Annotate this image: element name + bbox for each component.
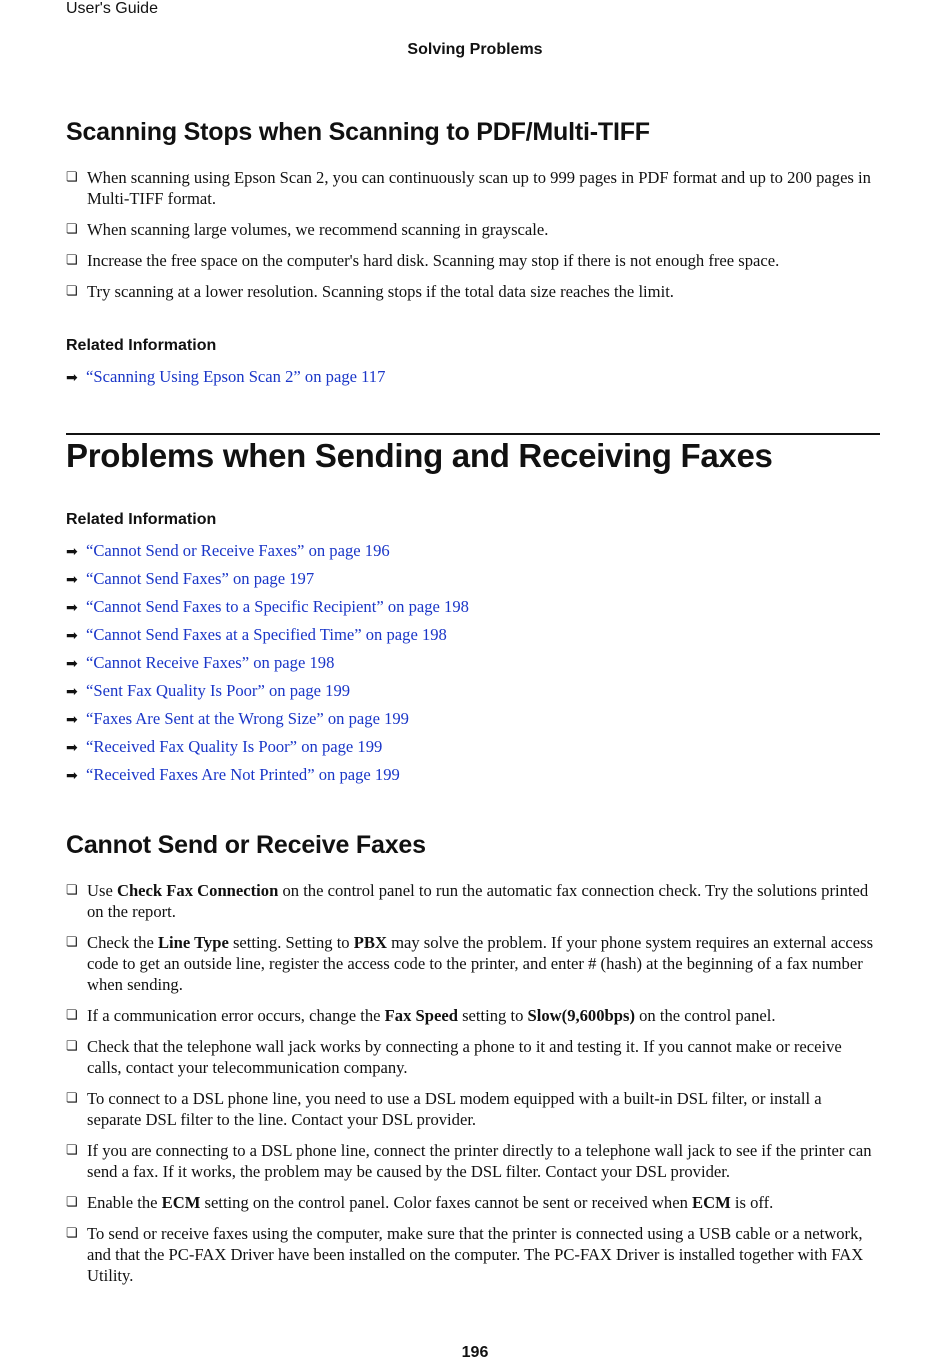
scanning-bullet-list (66, 167, 880, 302)
checkbox-bullet-icon: ❏ (66, 1007, 78, 1022)
related-information-title: Related Information (66, 511, 217, 528)
bullet-item: ❏ To connect to a DSL phone line, you need to use a DSL modem equipped with a built-in DSL filter, or install a separate DSL filter to the line. Contact your DSL provider. (66, 1089, 822, 1129)
arrow-right-icon: ➡ (66, 628, 78, 644)
bullet-item: ❏ When scanning using Epson Scan 2, you can continuously scan up to 999 pages in PDF format and up to 200 pages in Multi-TIFF format. (66, 168, 871, 208)
arrow-right-icon: ➡ (66, 712, 78, 728)
checkbox-bullet-icon: ❏ (66, 1142, 78, 1157)
section-title-scanning: Scanning Stops when Scanning to PDF/Multi-TIFF (66, 118, 650, 146)
link-received-faxes-not-printed[interactable]: “Received Faxes Are Not Printed” on page 199 (86, 765, 400, 784)
related-link-item (66, 541, 469, 569)
related-link-item (66, 367, 385, 395)
page-number: 196 (461, 1344, 489, 1361)
menu-term: Fax Speed (384, 1006, 458, 1025)
section-header: Solving Problems (407, 41, 543, 58)
bullet-item: ❏ Increase the free space on the computer's hard disk. Scanning may stop if there is not enough free space. (66, 251, 780, 270)
bullet-item: ❏ Use Check Fax Connection on the control panel to run the automatic fax connection check. Try the solutions printed on the report. (66, 881, 869, 921)
checkbox-bullet-icon: ❏ (66, 169, 78, 184)
arrow-right-icon: ➡ (66, 600, 78, 616)
bullet-item: ❏ If you are connecting to a DSL phone line, connect the printer directly to a telephone wall jack to see if the printer can send a fax. If it works, the problem may be caused by the DSL filter. Contact your DSL provider. (66, 1141, 872, 1181)
checkbox-bullet-icon: ❏ (66, 1225, 78, 1240)
arrow-right-icon: ➡ (66, 768, 78, 784)
arrow-right-icon: ➡ (66, 740, 78, 756)
bullet-item: ❏ If a communication error occurs, change the Fax Speed setting to Slow(9,600bps) on the control panel. (66, 1006, 776, 1025)
checkbox-bullet-icon: ❏ (66, 1090, 78, 1105)
section-title-cannot-send-receive: Cannot Send or Receive Faxes (66, 831, 426, 859)
checkbox-bullet-icon: ❏ (66, 1194, 78, 1209)
menu-term: PBX (353, 933, 387, 952)
arrow-right-icon: ➡ (66, 544, 78, 560)
guide-label: User's Guide (66, 0, 158, 17)
bullet-item: ❏ To send or receive faxes using the computer, make sure that the printer is connected using a USB cable or a network, and that the PC-FAX Driver have been installed on the computer. The PC-FAX Driver is installed together with FAX Utility. (66, 1224, 864, 1285)
arrow-right-icon: ➡ (66, 572, 78, 588)
menu-term: Check Fax Connection (116, 881, 279, 900)
link-cannot-receive-faxes[interactable]: “Cannot Receive Faxes” on page 198 (86, 653, 335, 672)
menu-term: Slow(9,600bps) (527, 1006, 635, 1025)
related-link-item (66, 681, 469, 709)
link-received-fax-quality-poor[interactable]: “Received Fax Quality Is Poor” on page 199 (86, 737, 383, 756)
bullet-item: ❏ Enable the ECM setting on the control panel. Color faxes cannot be sent or received when ECM is off. (66, 1193, 774, 1212)
checkbox-bullet-icon: ❏ (66, 283, 78, 298)
chapter-divider (66, 433, 880, 435)
related-link-item (66, 737, 469, 765)
checkbox-bullet-icon: ❏ (66, 221, 78, 236)
related-links-fax (66, 541, 469, 793)
bullet-item: ❏ Try scanning at a lower resolution. Scanning stops if the total data size reaches the limit. (66, 282, 674, 301)
related-information-title: Related Information (66, 337, 217, 354)
link-sent-fax-quality-poor[interactable]: “Sent Fax Quality Is Poor” on page 199 (86, 681, 351, 700)
related-link-item (66, 597, 469, 625)
chapter-title-fax-problems: Problems when Sending and Receiving Faxes (66, 437, 773, 474)
menu-term: ECM (692, 1193, 731, 1212)
fax-bullet-list (66, 880, 880, 1286)
bullet-item: ❏ Check that the telephone wall jack works by connecting a phone to it and testing it. If you cannot make or receive calls, contact your telecommunication company. (66, 1037, 842, 1077)
menu-term: Line Type (157, 933, 229, 952)
related-link-item (66, 569, 469, 597)
link-faxes-sent-wrong-size[interactable]: “Faxes Are Sent at the Wrong Size” on page 199 (86, 709, 409, 728)
checkbox-bullet-icon: ❏ (66, 252, 78, 267)
menu-term: ECM (161, 1193, 201, 1212)
checkbox-bullet-icon: ❏ (66, 934, 78, 949)
link-cannot-send-faxes[interactable]: “Cannot Send Faxes” on page 197 (86, 569, 315, 588)
bullet-item: ❏ Check the Line Type setting. Setting to PBX may solve the problem. If your phone system requires an external access code to get an outside line, register the access code to the printer, and enter # (hash) at the beginning of a fax number when sending. (66, 933, 874, 994)
link-cannot-send-faxes-specific-recipient[interactable]: “Cannot Send Faxes to a Specific Recipient” on page 198 (86, 597, 469, 616)
related-link-item (66, 765, 469, 793)
checkbox-bullet-icon: ❏ (66, 1038, 78, 1053)
link-scanning-using-epson-scan-2[interactable]: “Scanning Using Epson Scan 2” on page 117 (86, 367, 386, 386)
arrow-right-icon: ➡ (66, 684, 78, 700)
arrow-right-icon: ➡ (66, 656, 78, 672)
related-link-item (66, 653, 469, 681)
related-link-item (66, 625, 469, 653)
checkbox-bullet-icon: ❏ (66, 882, 78, 897)
related-links-scanning (66, 367, 385, 395)
related-link-item (66, 709, 469, 737)
arrow-right-icon: ➡ (66, 370, 78, 386)
link-cannot-send-faxes-specified-time[interactable]: “Cannot Send Faxes at a Specified Time” on page 198 (86, 625, 447, 644)
bullet-item: ❏ When scanning large volumes, we recommend scanning in grayscale. (66, 220, 549, 239)
link-cannot-send-or-receive-faxes[interactable]: “Cannot Send or Receive Faxes” on page 196 (86, 541, 390, 560)
